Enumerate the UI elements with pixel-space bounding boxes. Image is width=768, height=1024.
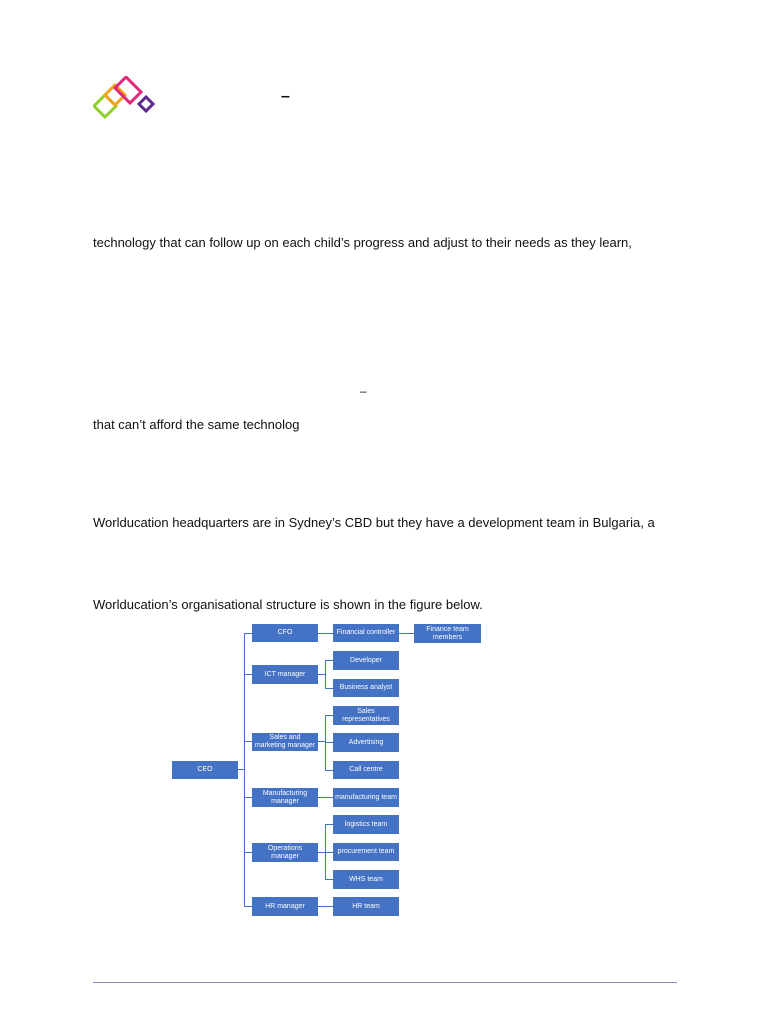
connector-line (325, 770, 333, 771)
org-box-procurement-team: procurement team (333, 843, 399, 861)
connector-line (325, 688, 333, 689)
inline-dash: – (360, 384, 367, 398)
org-box-manufacturing-team: manufacturing team (333, 788, 399, 807)
connector-line (244, 797, 252, 798)
connector-line (244, 674, 252, 675)
paragraph-org-structure: Worlducation’s organisational structure is shown in the figure below. (93, 597, 483, 612)
org-box-operations-manager: Operations manager (252, 843, 318, 862)
connector-line (318, 633, 333, 634)
connector-line (325, 824, 333, 825)
paragraph-afford: that can’t afford the same technolog (93, 417, 300, 432)
connector-line (318, 906, 333, 907)
org-box-sales-marketing-manager: Sales and marketing manager (252, 733, 318, 751)
connector-line (325, 715, 326, 771)
org-box-sales-representatives: Sales representatives (333, 706, 399, 725)
org-box-ict-manager: ICT manager (252, 665, 318, 684)
connector-line (318, 797, 333, 798)
org-box-advertising: Advertising (333, 733, 399, 752)
connector-line (325, 742, 333, 743)
connector-line (325, 660, 333, 661)
connector-line (399, 633, 414, 634)
org-box-ceo: CEO (172, 761, 238, 779)
org-box-financial-controller: Financial controller (333, 624, 399, 642)
connector-line (244, 741, 252, 742)
footer-rule (93, 982, 677, 983)
org-box-manufacturing-manager: Manufacturing manager (252, 788, 318, 807)
header-dash: – (281, 88, 290, 105)
org-box-whs-team: WHS team (333, 870, 399, 889)
paragraph-headquarters: Worlducation headquarters are in Sydney’s CBD but they have a development team in Bulgaria, a (93, 515, 655, 530)
paragraph-technology: technology that can follow up on each child’s progress and adjust to their needs as they learn, (93, 235, 632, 250)
connector-line (244, 852, 252, 853)
org-box-business-analyst: Business analyst (333, 679, 399, 697)
org-box-finance-team-members: Finance team members (414, 624, 481, 643)
connector-line (325, 852, 333, 853)
org-box-cfo: CFO (252, 624, 318, 642)
connector-line (244, 633, 252, 634)
org-box-hr-manager: HR manager (252, 897, 318, 916)
connector-line (325, 715, 333, 716)
org-box-developer: Developer (333, 651, 399, 670)
connector-line (244, 906, 252, 907)
org-box-call-centre: Call centre (333, 761, 399, 779)
org-box-hr-team: HR team (333, 897, 399, 916)
connector-line (325, 879, 333, 880)
connector-line (325, 660, 326, 689)
org-box-logistics-team: logistics team (333, 815, 399, 834)
